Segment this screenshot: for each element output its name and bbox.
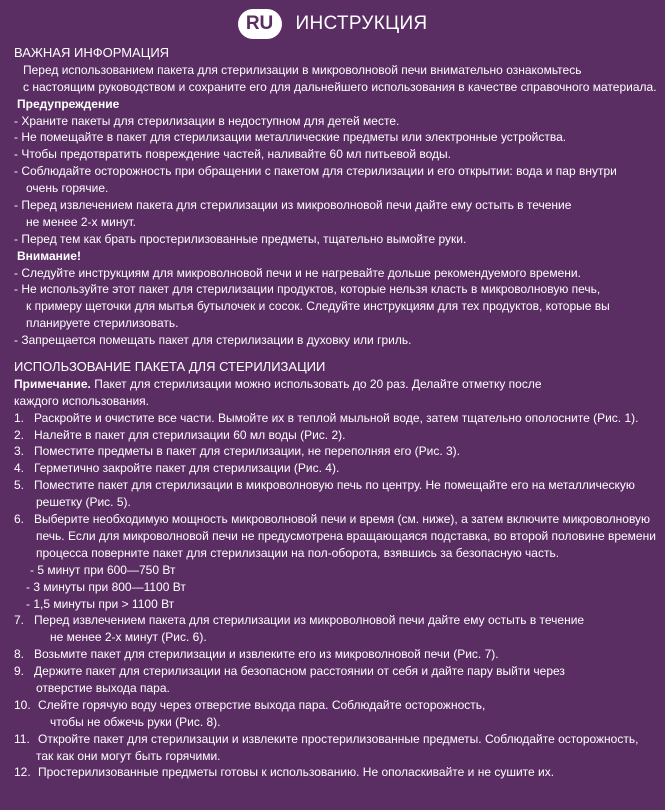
- step-5-cont: решетку (Рис. 5).: [36, 495, 131, 510]
- warning-item: - Перед тем как брать простерилизованные предметы, тщательно вымойте руки.: [14, 231, 467, 246]
- attention-item: - Запрещается помещать пакет для стерилизации в духовку или гриль.: [14, 333, 412, 348]
- instruction-text: [14, 45, 659, 781]
- warning-item-cont: не менее 2-х минут.: [26, 214, 136, 229]
- step-6: 6. Выберите необходимую мощность микроволновой печи и время (см. ниже), а затем включите микроволновую: [14, 512, 651, 527]
- attention-item-cont: планируете стерилизовать.: [26, 316, 179, 331]
- step-9: 9. Держите пакет для стерилизации на безопасном расстоянии от себя и дайте пару выйти через: [14, 664, 565, 679]
- step-12: 12. Простерилизованные предметы готовы к использованию. Не ополаскивайте и не сушите их.: [14, 765, 555, 780]
- note-text: Пакет для стерилизации можно использовать до 20 раз. Делайте отметку после: [90, 376, 542, 391]
- step-11-cont: так как они могут быть горячими.: [36, 748, 221, 763]
- time-option: - 3 минуты при 800—1100 Вт: [26, 579, 186, 594]
- time-option: - 1,5 минуты при > 1100 Вт: [26, 596, 175, 611]
- step-6-cont: процесса поверните пакет для стерилизации на пол-оборота, взявшись за безопасную часть.: [36, 545, 560, 560]
- important-intro-line: Перед использованием пакета для стерилизации в микроволновой печи внимательно ознакомьтесь: [23, 62, 582, 77]
- attention-item: - Следуйте инструкциям для микроволновой печи и не нагревайте дольше рекомендуемого времени.: [14, 265, 581, 280]
- page-title: ИНСТРУКЦИЯ: [295, 12, 428, 34]
- step-5: 5. Поместите пакет для стерилизации в микроволновую печь по центру. Не помещайте его на металлическую: [14, 478, 635, 493]
- language-badge: RU: [238, 9, 282, 39]
- time-option: - 5 минут при 600—750 Вт: [30, 562, 176, 577]
- warning-heading: Предупреждение: [17, 96, 120, 111]
- usage-note: [14, 376, 659, 393]
- warning-item: - Перед извлечением пакета для стерилизации из микроволновой печи дайте ему остыть в течение: [14, 198, 572, 213]
- step-9-cont: отверстие выхода пара.: [36, 680, 170, 695]
- step-3: 3. Поместите предметы в пакет для стерилизации, не переполняя его (Рис. 3).: [14, 444, 460, 459]
- step-8: 8. Возьмите пакет для стерилизации и извлеките его из микроволновой печи (Рис. 7).: [14, 647, 499, 662]
- warning-item: - Храните пакеты для стерилизации в недоступном для детей месте.: [14, 113, 400, 128]
- step-7: 7. Перед извлечением пакета для стерилизации из микроволновой печи дайте ему остыть в течение: [14, 613, 585, 628]
- step-4: 4. Герметично закройте пакет для стерилизации (Рис. 4).: [14, 461, 340, 476]
- attention-heading: Внимание!: [17, 248, 81, 263]
- step-10: 10. Слейте горячую воду через отверстие выхода пара. Соблюдайте осторожность,: [14, 697, 486, 712]
- usage-note-cont: каждого использования.: [14, 393, 149, 408]
- warning-item-cont: очень горячие.: [26, 181, 109, 196]
- note-label: Примечание.: [14, 376, 91, 391]
- usage-heading: ИСПОЛЬЗОВАНИЕ ПАКЕТА ДЛЯ СТЕРИЛИЗАЦИИ: [14, 359, 326, 375]
- header: [0, 8, 665, 40]
- attention-item-cont: к примеру щеточки для мытья бутылочек и сосок. Следуйте инструкциям для тех продуктов, которые вы: [26, 299, 610, 314]
- warning-item: - Не помещайте в пакет для стерилизации металлические предметы или электронные устройства.: [14, 130, 567, 145]
- important-heading: ВАЖНАЯ ИНФОРМАЦИЯ: [14, 45, 170, 60]
- step-11: 11. Откройте пакет для стерилизации и извлеките простерилизованные предметы. Соблюдайте осторожность,: [14, 731, 639, 746]
- step-7-cont: не менее 2-х минут (Рис. 6).: [50, 630, 207, 645]
- warning-item: - Соблюдайте осторожность при обращении с пакетом для стерилизации и его открытии: вода и пар внутри: [14, 164, 617, 179]
- warning-item: - Чтобы предотвратить повреждение частей, наливайте 60 мл питьевой воды.: [14, 147, 452, 162]
- important-intro-line: с настоящим руководством и сохраните его для дальнейшего использования в качестве справочного материала.: [23, 79, 657, 94]
- step-6-cont: печь. Если для микроволновой печи не предусмотрена вращающаяся подставка, во второй половине времени: [36, 528, 656, 543]
- step-10-cont: чтобы не обжечь руки (Рис. 8).: [50, 714, 221, 729]
- attention-item: - Не используйте этот пакет для стерилизации продуктов, которые нельзя класть в микроволновую печь,: [14, 282, 601, 297]
- step-2: 2. Налейте в пакет для стерилизации 60 мл воды (Рис. 2).: [14, 427, 346, 442]
- step-1: 1. Раскройте и очистите все части. Вымойте их в теплой мыльной воде, затем тщательно ополосните (Рис. 1).: [14, 410, 639, 425]
